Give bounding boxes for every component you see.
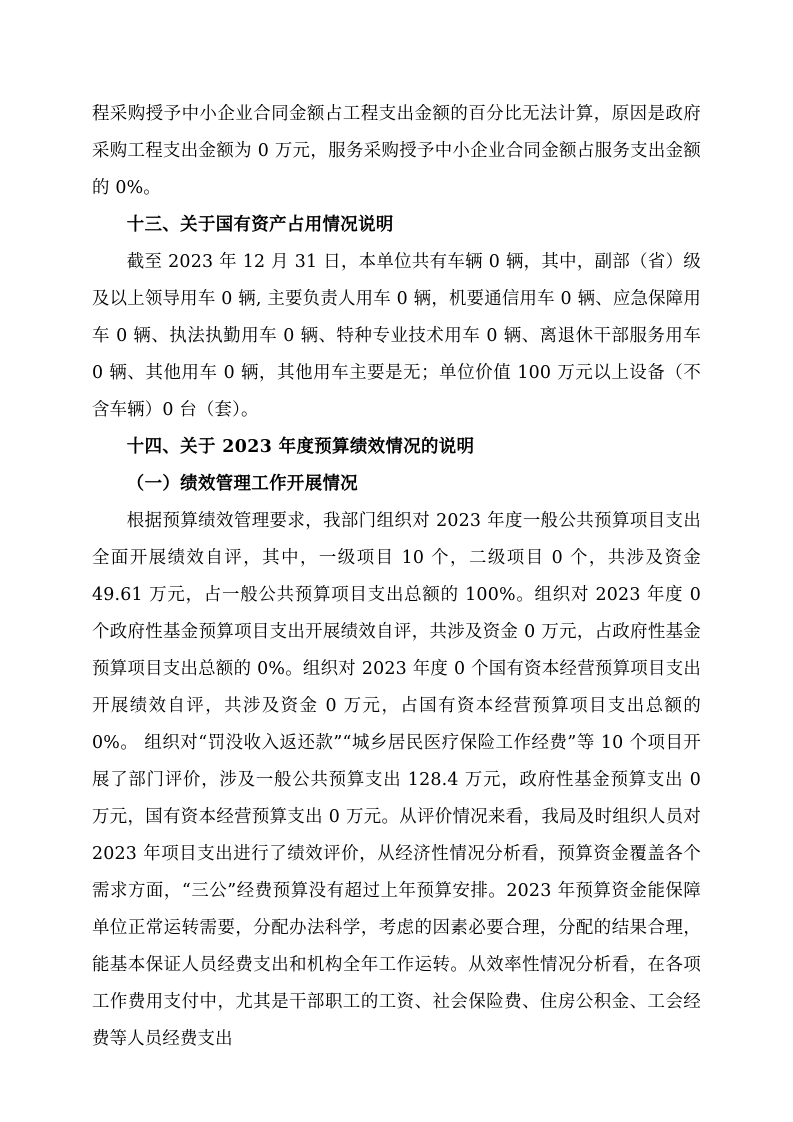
heading-section-14: 十四、关于 2023 年度预算绩效情况的说明	[126, 437, 475, 457]
paragraph-procurement-continued: 程采购授予中小企业合同金额占工程支出金额的百分比无法计算，原因是政府采购工程支出金额为 0 万元，服务采购授予中小企业合同金额占服务支出金额的 0%。	[92, 104, 701, 198]
subheading-section-14-1: （一）绩效管理工作开展情况	[126, 474, 359, 494]
paragraph-performance-management: 根据预算绩效管理要求，我部门组织对 2023 年度一般公共预算项目支出全面开展绩效自评，其中，一级项目 10 个，二级项目 0 个，共涉及资金 49.61 万元，占一般公共预算项目支出总额的 100%。组织对 2023 年度 0 个政府性基金预算项目支出开展绩效自评，共涉及资金 0 万元，占政府性基金预算项目支出总额的 0%。组织对 2023 年度 0 个国有资本经营预算项目支出开展绩效自评，共涉及资金 0 万元，占国有资本经营预算项目支出总额的 0%。 组织对“罚没收入返还款”“城乡居民医疗保险工作经费”等 10 个项目开展了部门评价，涉及一般公共预算支出 128.4 万元，政府性基金预算支出 0 万元，国有资本经营预算支出 0 万元。从评价情况来看，我局及时组织人员对 2023 年项目支出进行了绩效评价，从经济性情况分析看，预算资金覆盖各个需求方面，“三公”经费预算没有超过上年预算安排。2023 年预算资金能保障单位正常运转需要，分配办法科学，考虑的因素必要合理，分配的结果合理，能基本保证人员经费支出和机构全年工作运转。从效率性情况分析看，在各项工作费用支付中，尤其是干部职工的工资、社会保险费、住房公积金、工会经费等人员经费支出	[92, 511, 701, 1049]
heading-section-13: 十三、关于国有资产占用情况说明	[126, 215, 394, 235]
paragraph-state-assets: 截至 2023 年 12 月 31 日，本单位共有车辆 0 辆，其中，副部（省）级及以上领导用车 0 辆, 主要负责人用车 0 辆，机要通信用车 0 辆、应急保障用车 0 辆、执法执勤用车 0 辆、特种专业技术用车 0 辆、离退休干部服务用车 0 辆、其他用车 0 辆，其他用车主要是无；单位价值 100 万元以上设备（不含车辆）0 台（套）。	[92, 252, 701, 420]
document-body	[92, 96, 701, 1058]
